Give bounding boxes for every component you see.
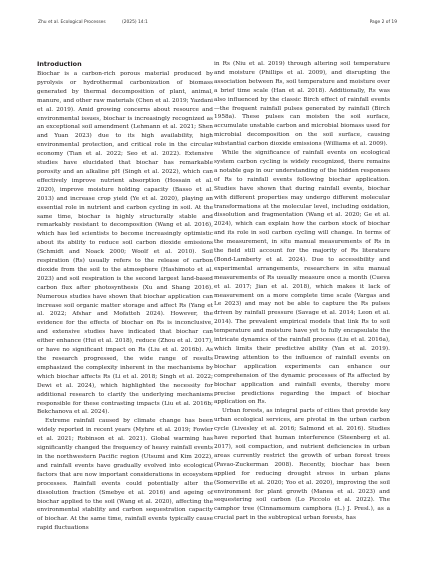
left-column <box>37 60 213 533</box>
running-header <box>38 20 397 30</box>
volume-info: (2025) 14:1 <box>122 20 148 25</box>
paragraph: Urban forests, as integral parts of cities that provide key urban ecological services, are pivotal in the urban carbon cycle (Livesley et al. 2016; Salmond et al. 2016). Studies have reported that human interference (Steenberg et al. 2017), soil compaction, and nutrient deficiencies in urban areas currently restrict the growth of urban forest trees (Pavao-Zuckerman 2008). Recently, biochar has been applied for reducing drought stress in urban plans (Somerville et al. 2020; Yoo et al. 2020), improving the soil environment for plant growth (Manea et al. 2023) and sequestering soil carbon (Lo Piccolo et al. 2022). The camphor tree (Cinnamomum camphora (L.) J. Presl.), as a crucial part in the subtropical urban forests, has <box>214 408 390 522</box>
journal-citation: Zhu et al. Ecological Processes <box>38 20 106 25</box>
paragraph: Biochar is a carbon-rich porous material produced by pyrolysis or hydrothermal carbonization of biomass generated by thermal decomposition of plant, animal, manure, and other raw materials (Chen et al. 2019; Yazdani et al. 2019). Amid growing concerns about resource and environmental issues, biochar is increasingly recognized as an exceptional soil amendment (Lehmann et al. 2021; Shen and Yuan 2023) due to its high availability, high environmental protection, and critical role in the circular economy (Tian et al. 2022; Seo et al. 2022). Extensive studies have elucidated that biochar has remarkable porosity and an alkaline pH (Singh et al. 2022), which can effectively improve nutrient absorption (Hossain et al. 2020), improve moisture holding capacity (Basso et al. 2013) and increase crop yield (Ye et al. 2020), playing an essential role in nutrient and carbon cycling in soil. At the same time, biochar is highly structurally stable and remarkably resistant to decomposition (Wang et al. 2016), which has led scientists to become increasingly optimistic about its ability to reduce soil carbon dioxide emissions (Schmidt and Noack 2000; Woolf et al. 2010). Soil respiration (Rs) usually refers to the release of carbon dioxide from the soil to the atmosphere (Hashimoto et al. 2023) and soil respiration is the second largest land-based carbon flux after photosynthesis (Xu and Shang 2016). Numerous studies have shown that biochar application can increase soil organic matter storage and affect Rs (Yang et al. 2022; Afshar and Mofatteh 2024). However, the evidence for the effects of biochar on Rs is inconclusive, and extensive studies have indicated that biochar can either enhance (Hui et al. 2018), reduce (Zhou et al. 2017), or have no significant impact on Rs (Liu et al. 2016b). As the research progressed, the wide range of results emphasized the complexity inherent in the mechanisms by which biochar affects Rs (Li et al. 2018; Singh et al. 2022; Dewi et al. 2024), which highlighted the necessity for additional research to clarify the underlying mechanisms responsible for these contrasting impacts (Liu et al. 2016b; Bekchanova et al. 2024). <box>37 71 213 416</box>
page-number: Page 2 of 19 <box>369 20 397 25</box>
right-column <box>214 60 390 523</box>
paragraph: in Rs (Niu et al. 2019) through altering soil temperature and moisture (Phillips et al. 2009), and disrupting the association between Rs, soil temperature and moisture over a brief time scale (Han et al. 2018). Additionally, Rs was also influenced by the classic Birch effect of rainfall events—the frequent rainfall pulses generated by rainfall (Birch 1958a). These pulses can moisten the soil surface, accumulate unstable carbon and microbial biomass used for microbial decomposition on the soil surface, causing substantial carbon dioxide emissions (Williams et al. 2009). <box>214 61 390 148</box>
section-title: Introduction <box>37 60 82 68</box>
paragraph: Extreme rainfall caused by climate change has been widely reported in recent years (Myhre et al. 2019; Fowler et al. 2021; Robinson et al. 2021). Global warming has significantly changed the frequency of heavy rainfall events in the northwestern Pacific region (Utsumi and Kim 2022), and rainfall events have gradually evolved into ecological factors that are now important considerations in ecosystem processes. Rainfall events could potentially alter the dissolution fraction (Smebye et al. 2016) and ageing of biochar applied to the soil (Wang et al. 2020), affecting the environmental stability and carbon sequestration capacity of biochar. At the same time, rainfall events typically cause rapid fluctuations <box>37 418 213 532</box>
paragraph: While the significance of rainfall events on ecological system carbon cycling is widely recognized, there remains a notable gap in our understanding of the hidden responses of Rs to rainfall events following biochar application. Studies have shown that during rainfall events, biochar with different properties may undergo different molecular transformations at the molecular level, including oxidation, dissolution and fragmentation (Wang et al. 2020; Ge et al. 2024), which can explain how the carbon stock of biochar and its role in soil carbon cycling will change. In terms of the measurement, in situ manual measurements of Rs in the field still account for the majority of Rs literature (Bond-Lamberty et al. 2024). Due to accessibility and experimental arrangements, researchers in situ manual measurements of Rs usually measure once a month (Cueva et al. 2017; Jian et al. 2018), which makes it lack of measurement on a more complete time scale (Vargas and Le 2023) and may not be able to capture the Rs pulses driven by rainfall pressure (Savage et al. 2014; Leon et al. 2014). The prevalent empirical models that link Rs to soil temperature and moisture have yet to fully encapsulate the intricate dynamics of the rainfall process (Liu et al. 2016a), which limits their predictive ability (Yan et al. 2019). Drawing attention to the influence of rainfall events on biochar application experiments can enhance our comprehension of the dynamic processes of Rs affected by biochar application and rainfall events, thereby more precise predictions regarding the impact of biochar application on Rs. <box>214 150 390 406</box>
